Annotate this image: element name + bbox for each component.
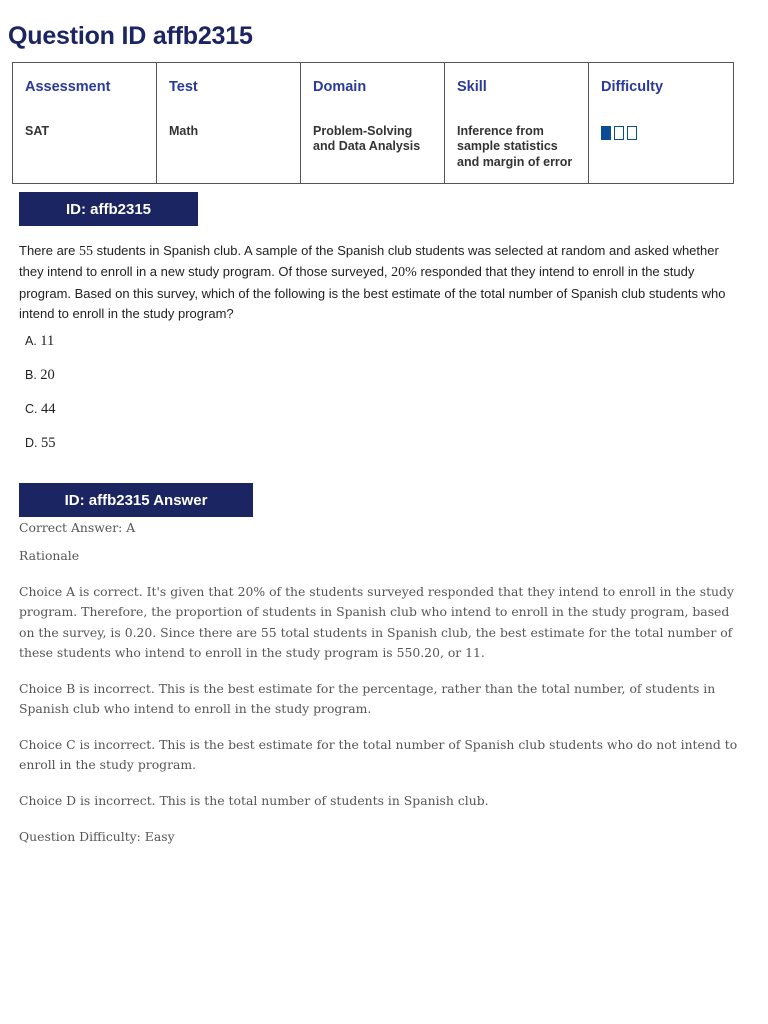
question-id-banner: ID: affb2315: [19, 192, 198, 226]
metadata-value-row: [13, 109, 734, 184]
question-metadata-table: [12, 62, 734, 184]
header-skill: Skill: [445, 63, 589, 109]
difficulty-box-empty: [627, 126, 637, 140]
domain-value-line: and Data Analysis: [313, 139, 421, 153]
assessment-value: SAT: [13, 109, 157, 184]
answer-choice-a[interactable]: [25, 333, 54, 350]
answer-id-banner: ID: affb2315 Answer: [19, 483, 253, 517]
rationale-choice-c: Choice C is incorrect. This is the best estimate for the total number of Spanish club students who do not intend to enroll in the study program.: [19, 737, 738, 773]
choice-letter: D.: [25, 436, 41, 450]
question-difficulty: Question Difficulty: Easy: [19, 829, 175, 844]
skill-value: [445, 109, 589, 184]
rationale-choice-b: Choice B is incorrect. This is the best estimate for the percentage, rather than the total number, of students in Spanish club who intend to enroll in the study program.: [19, 681, 716, 717]
difficulty-box-filled: [601, 126, 611, 140]
domain-value: [301, 109, 445, 184]
choice-value: 20: [40, 367, 55, 383]
skill-value-line: sample statistics: [457, 139, 558, 153]
question-text-segment: There are: [19, 243, 79, 258]
header-domain: Domain: [301, 63, 445, 109]
choice-value: 44: [40, 401, 56, 417]
metadata-header-row: [13, 63, 734, 109]
question-math-value: 55: [78, 244, 93, 259]
header-assessment: Assessment: [13, 63, 157, 109]
answer-choice-c[interactable]: [25, 401, 55, 418]
skill-value-line: and margin of error: [457, 154, 573, 169]
question-text-segment: students in Spanish club. A sample of the Spanish club students was selected at random and asked whether they intend to enroll in a new study program. Of those surveyed,: [19, 243, 719, 280]
difficulty-box-empty: [614, 126, 624, 140]
difficulty-indicator: [601, 124, 721, 140]
correct-answer: Correct Answer: A: [19, 520, 136, 535]
choice-letter: A.: [25, 334, 41, 348]
difficulty-value: [589, 109, 734, 184]
header-difficulty: Difficulty: [589, 63, 734, 109]
choice-value: 11: [40, 333, 55, 349]
rationale-label: Rationale: [19, 548, 80, 563]
choice-letter: C.: [25, 402, 41, 416]
skill-value-line: Inference from: [457, 123, 544, 138]
rationale-choice-a: Choice A is correct. It's given that 20% of the students surveyed responded that they intend to enroll in the study program. Therefore, the proportion of students in Spanish club who intend to enroll in the study program, based on the survey, is 0.20. Since there are 55 total students in Spanish club, the best estimate for the total number of these students who intend to enroll in the study program is 550.20, or 11.: [19, 584, 734, 661]
question-text-segment: responded that they intend to enroll in the study program. Based on this survey, which of the following is the best estimate of the total number of Spanish club students who intend to enroll in the study program?: [19, 264, 726, 322]
domain-value-line: Problem-Solving: [313, 123, 413, 138]
choice-letter: B.: [25, 368, 41, 382]
question-stem: [19, 241, 743, 325]
question-math-value: 20%: [391, 265, 417, 281]
answer-choice-d[interactable]: [25, 435, 55, 452]
answer-choice-b[interactable]: [25, 367, 55, 384]
page-title: Question ID affb2315: [8, 22, 253, 50]
header-test: Test: [157, 63, 301, 109]
choice-value: 55: [40, 435, 56, 451]
rationale-choice-d: Choice D is incorrect. This is the total number of students in Spanish club.: [19, 793, 489, 808]
test-value: Math: [157, 109, 301, 184]
